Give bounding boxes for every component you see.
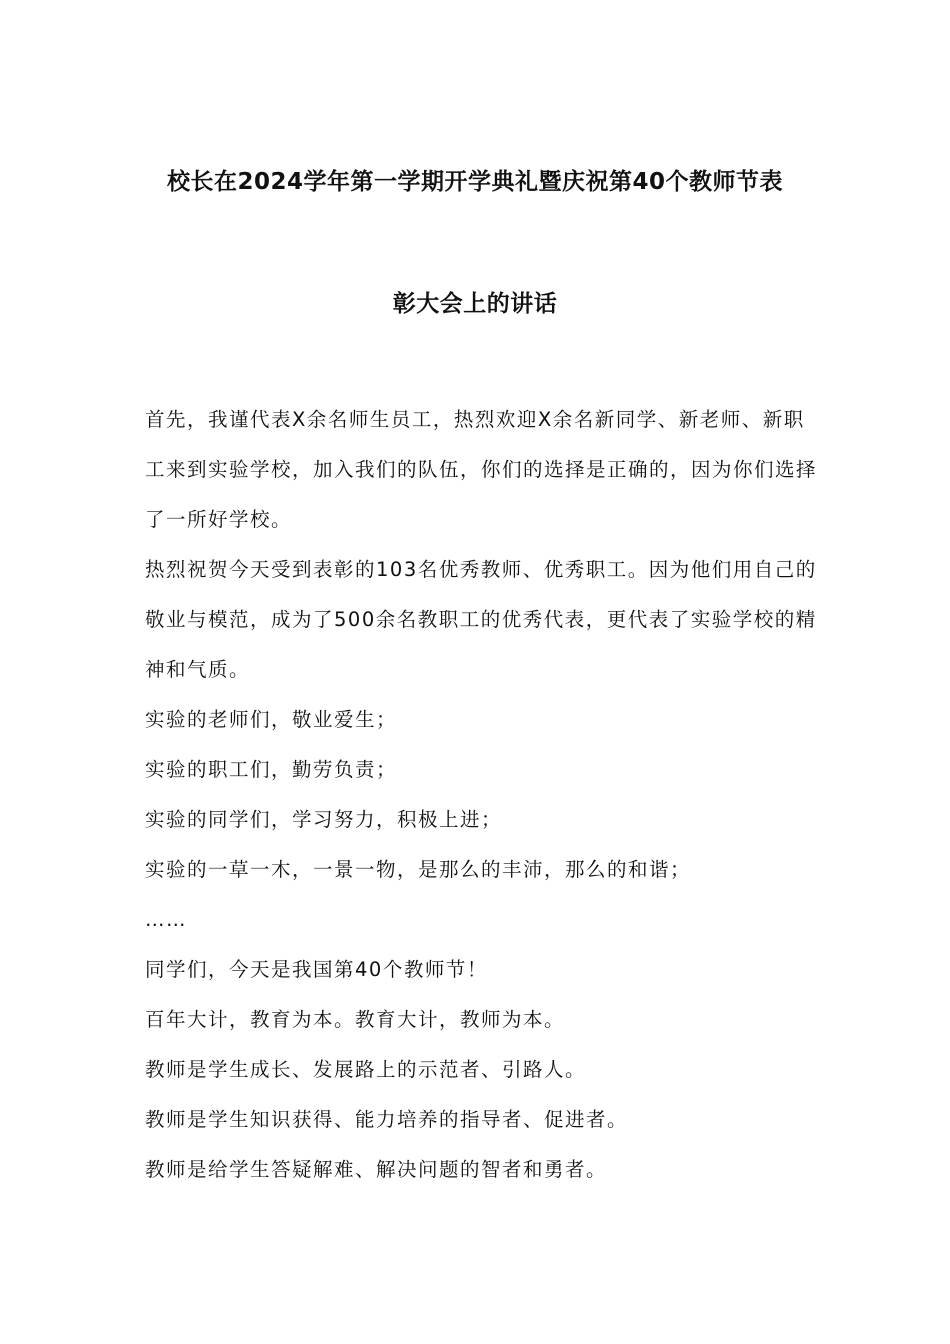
paragraph-welcome: 首先，我谨代表X余名师生员工，热烈欢迎X余名新同学、新老师、新职工来到实验学校，加入我们的队伍，你们的选择是正确的，因为你们选择了一所好学校。: [145, 408, 818, 531]
paragraph-teacher-role-3: 教师是给学生答疑解难、解决问题的智者和勇者。: [145, 1158, 608, 1181]
paragraph-staff: 实验的职工们，勤劳负责；: [145, 758, 398, 781]
paragraph-congratulations: 热烈祝贺今天受到表彰的103名优秀教师、优秀职工。因为他们用自己的敬业与模范，成为了500余名教职工的优秀代表，更代表了实验学校的精神和气质。: [145, 558, 817, 681]
document-title-line-2: 彰大会上的讲话: [392, 291, 558, 317]
paragraph-students: 实验的同学们，学习努力，积极上进；: [145, 808, 503, 831]
paragraph-teachers: 实验的老师们，敬业爱生；: [145, 708, 398, 731]
paragraph-teacher-role-2: 教师是学生知识获得、能力培养的指导者、促进者。: [145, 1108, 629, 1131]
paragraph-education-plan: 百年大计，教育为本。教育大计，教师为本。: [145, 1008, 566, 1031]
paragraph-teacher-role-1: 教师是学生成长、发展路上的示范者、引路人。: [145, 1058, 587, 1081]
paragraph-teachers-day: 同学们，今天是我国第40个教师节！: [145, 958, 488, 981]
paragraph-campus: 实验的一草一木，一景一物，是那么的丰沛，那么的和谐；: [145, 858, 692, 881]
document-body: [145, 395, 825, 1195]
paragraph-ellipsis: ……: [145, 908, 187, 931]
document-title-line-1: 校长在2024学年第一学期开学典礼暨庆祝第40个教师节表: [166, 169, 784, 195]
